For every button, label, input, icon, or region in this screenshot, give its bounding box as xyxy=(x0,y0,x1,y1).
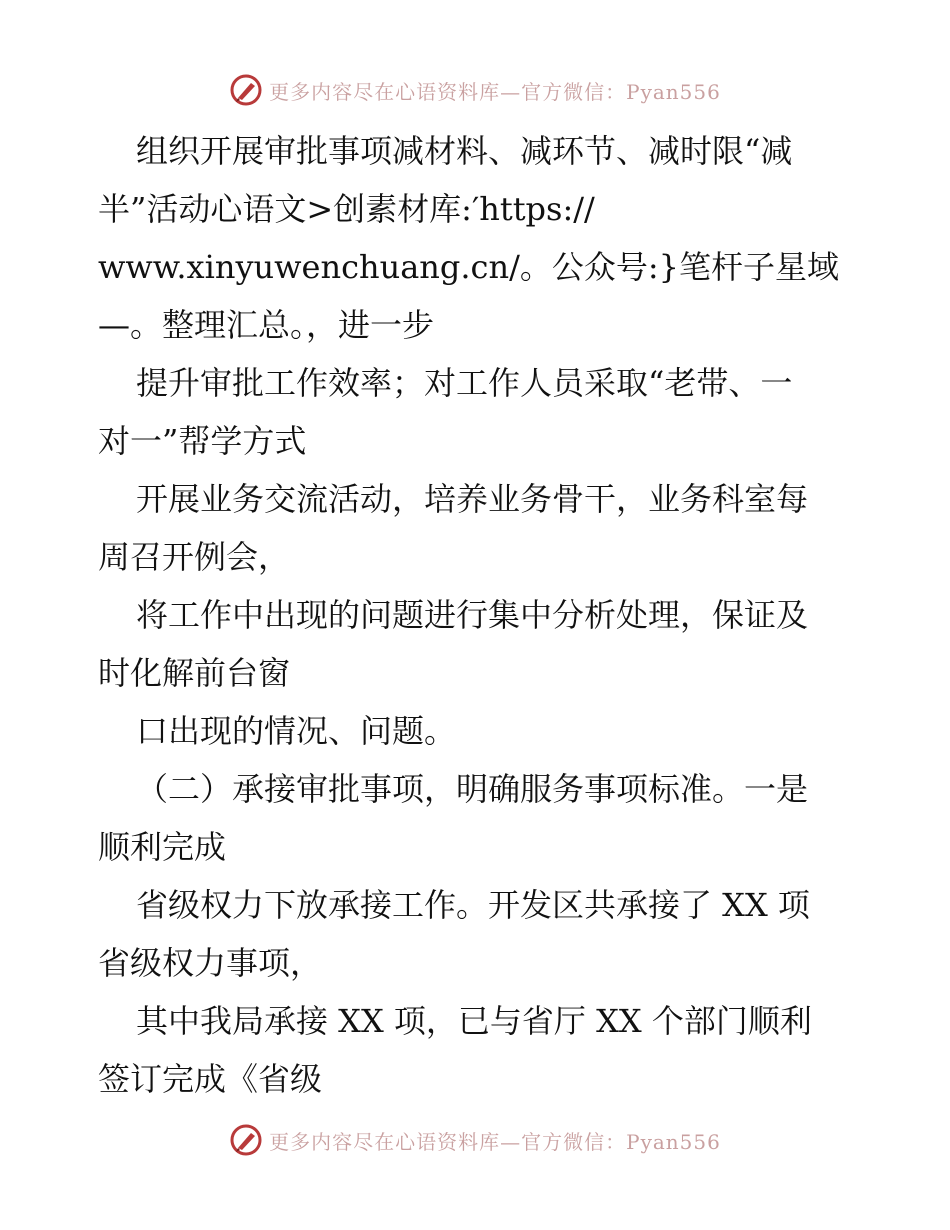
text-line: —。整理汇总。，进一步 xyxy=(98,306,435,344)
text-line: 组织开展审批事项减材料、减环节、减时限“减 xyxy=(136,132,793,170)
pen-logo-icon xyxy=(229,1123,263,1157)
text-line: 开展业务交流活动，培养业务骨干，业务科室每 xyxy=(136,480,809,518)
text-line: 周召开例会， xyxy=(98,538,291,576)
header-banner xyxy=(0,70,950,110)
text-line: 顺利完成 xyxy=(98,828,227,866)
text-line: 提升审批工作效率；对工作人员采取“老带、一 xyxy=(136,364,793,402)
text-line: www.xinyuwenchuang.cn/。公众号:}笔杆子星域 xyxy=(98,248,840,286)
text-line: 口出现的情况、问题。 xyxy=(136,712,457,750)
header-banner-text: 更多内容尽在心语资料库—官方微信：Pyan556 xyxy=(269,79,721,104)
text-line: 省级权力事项， xyxy=(98,944,323,982)
text-line: （二）承接审批事项，明确服务事项标准。一是 xyxy=(136,770,809,808)
text-line: 半”活动心语文>创素材库:′https:// xyxy=(98,190,595,228)
text-line: 对一”帮学方式 xyxy=(98,422,307,460)
text-line: 签订完成《省级 xyxy=(98,1060,323,1098)
text-line: 时化解前台窗 xyxy=(98,654,291,692)
pen-logo-icon xyxy=(229,73,263,107)
footer-banner-text: 更多内容尽在心语资料库—官方微信：Pyan556 xyxy=(269,1129,721,1154)
body-text xyxy=(98,122,858,1108)
text-line: 将工作中出现的问题进行集中分析处理，保证及 xyxy=(136,596,809,634)
text-line: 其中我局承接 XX 项，已与省厅 XX 个部门顺利 xyxy=(136,1002,812,1040)
text-line: 省级权力下放承接工作。开发区共承接了 XX 项 xyxy=(136,886,810,924)
footer-banner xyxy=(0,1120,950,1160)
